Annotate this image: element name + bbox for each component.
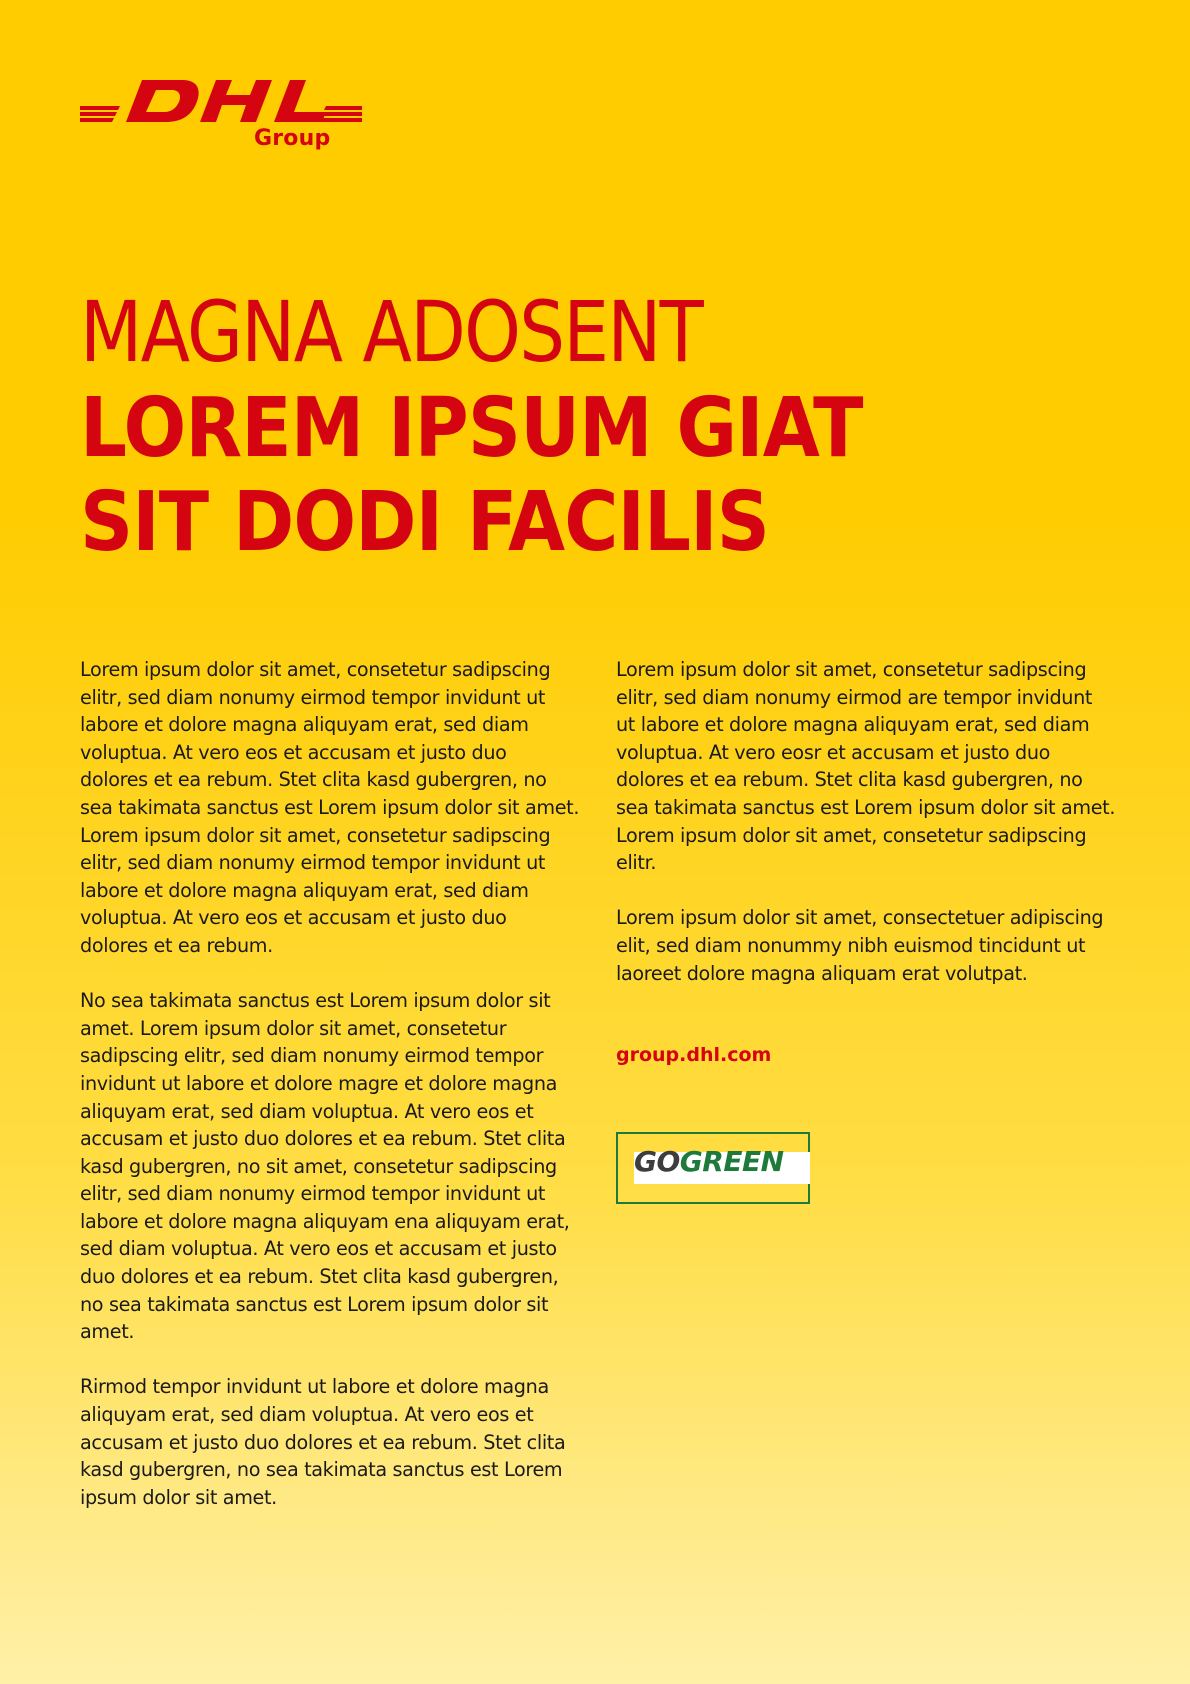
body-paragraph: Lorem ipsum dolor sit amet, consetetur sadipscing elitr, sed diam nonumy eirmod tempor invidunt ut labore et dolore magna aliquyam erat, sed diam voluptua. At vero eos et accusam et justo duo dolores et ea rebum. Stet clita kasd gubergren, no sea takimata sanctus est Lorem ipsum dolor sit amet. Lorem ipsum dolor sit amet, consetetur sadipscing elitr, sed diam nonumy eirmod tempor invidunt ut labore et dolore magna aliquyam erat, sed diam voluptua. At vero eos et accusam et justo duo dolores et ea rebum. <box>80 658 580 957</box>
body-paragraph: Lorem ipsum dolor sit amet, consetetur sadipscing elitr, sed diam nonumy eirmod are tempor invidunt ut labore et dolore magna aliquyam erat, sed diam voluptua. At vero eosr et accusam et justo duo dolores et ea rebum. Stet clita kasd gubergren, no sea takimata sanctus est Lorem ipsum dolor sit amet. Lorem ipsum dolor sit amet, consetetur sadipscing elitr. <box>616 658 1116 875</box>
dhl-logo-icon <box>80 78 362 124</box>
left-text-column <box>80 656 580 1539</box>
website-link[interactable]: group.dhl.com <box>616 1044 772 1067</box>
logo-group-label: Group <box>254 126 331 151</box>
body-paragraph: No sea takimata sanctus est Lorem ipsum dolor sit amet. Lorem ipsum dolor sit amet, consetetur sadipscing elitr, sed diam nonumy eirmod tempor invidunt ut labore et dolore magre et dolore magna aliquyam erat, sed diam voluptua. At vero eos et accusam et justo duo dolores et ea rebum. Stet clita kasd gubergren, no sit amet, consetetur sadipscing elitr, sed diam nonumy eirmod tempor invidunt ut labore et dolore magna aliquyam ena aliquyam erat, sed diam voluptua. At vero eos et accusam et justo duo dolores et ea rebum. Stet clita kasd gubergren, no sea takimata sanctus est Lorem ipsum dolor sit amet. <box>80 989 570 1344</box>
headline-line-2: LOREM IPSUM GIAT <box>80 381 863 476</box>
body-paragraph: Lorem ipsum dolor sit amet, consectetuer adipiscing elit, sed diam nonummy nibh euismod tincidunt ut laoreet dolore magna aliquam erat volutpat. <box>616 906 1104 985</box>
body-paragraph: Rirmod tempor invidunt ut labore et dolore magna aliquyam erat, sed diam voluptua. At vero eos et accusam et justo duo dolores et ea rebum. Stet clita kasd gubergren, no sea takimata sanctus est Lorem ipsum dolor sit amet. <box>80 1375 566 1509</box>
gogreen-green-text: GREEN <box>679 1144 784 1178</box>
gogreen-badge <box>616 1132 810 1204</box>
dhl-group-logo <box>80 78 362 158</box>
gogreen-go-text: GO <box>634 1144 680 1178</box>
headline-line-3: SIT DODI FACILIS <box>80 475 769 570</box>
page-headline <box>80 282 1120 570</box>
gogreen-label <box>634 1144 784 1178</box>
headline-line-1: MAGNA ADOSENT <box>80 283 703 381</box>
right-text-column <box>616 656 1116 1204</box>
